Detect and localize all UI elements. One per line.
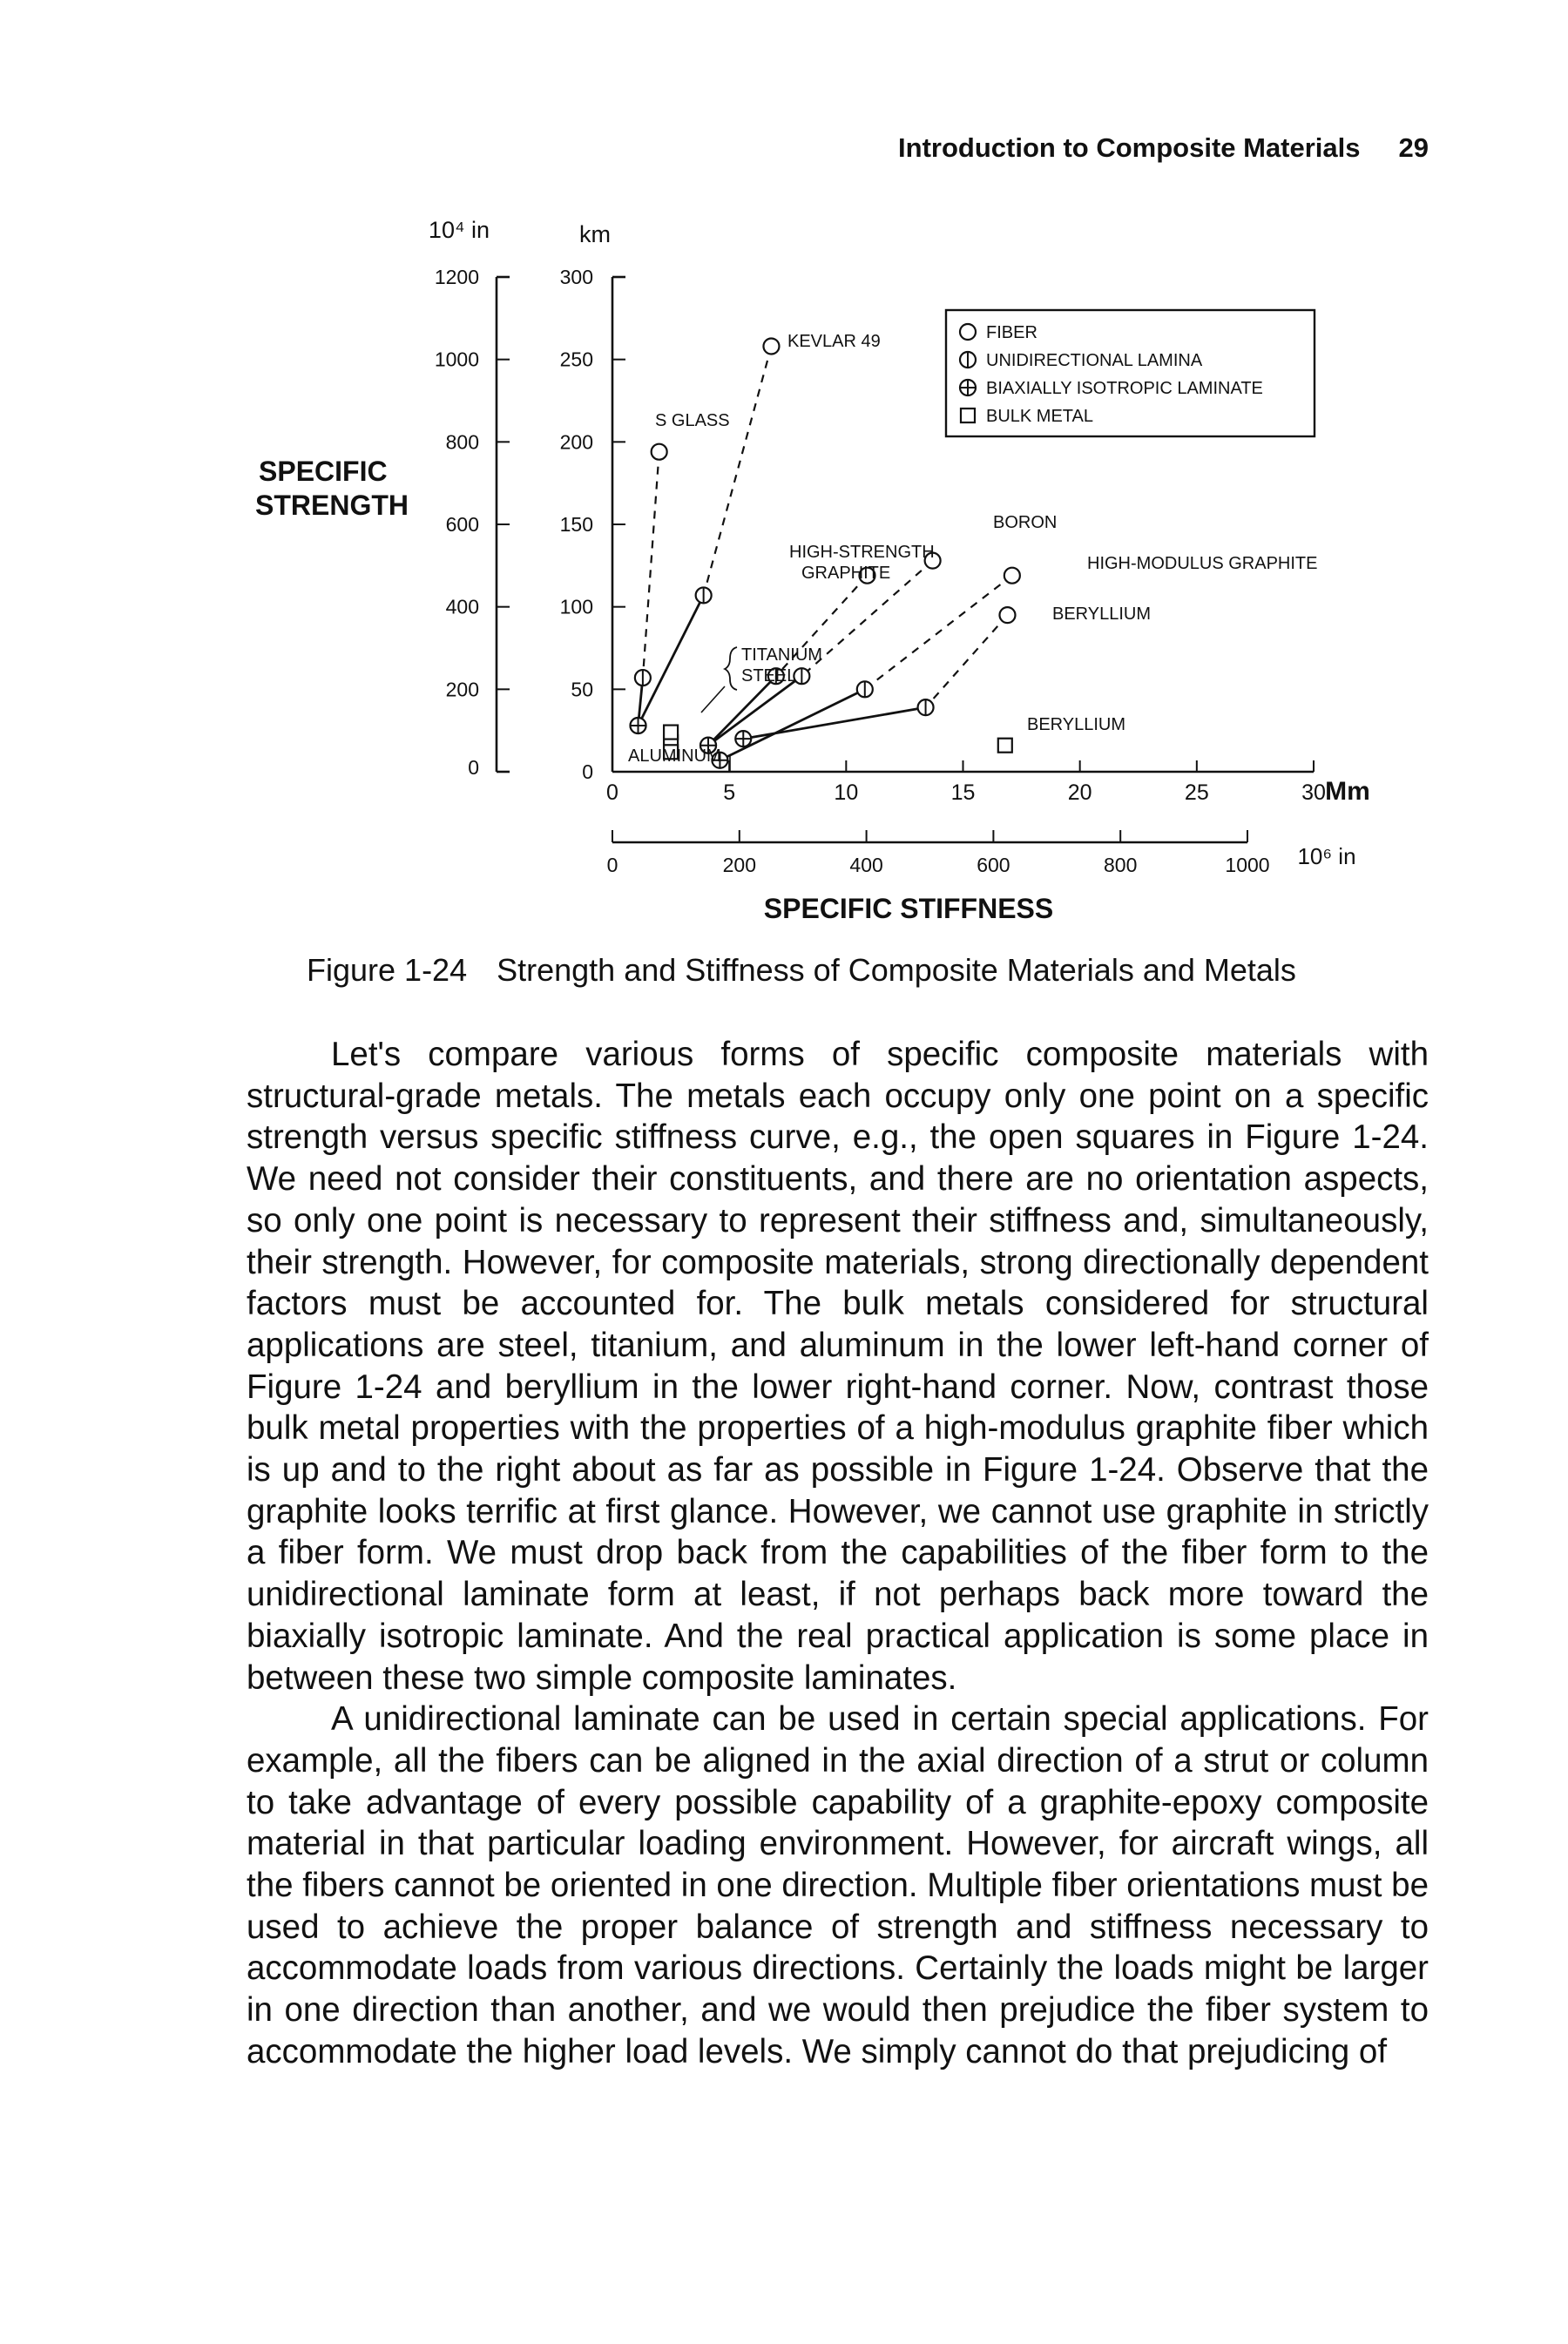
- data-point-biaxial: [735, 731, 751, 746]
- figure-label: Figure 1-24: [307, 952, 468, 988]
- label-kevlar-49: KEVLAR 49: [787, 332, 881, 351]
- data-point-fiber: [652, 444, 667, 460]
- legend-label: BULK METAL: [986, 407, 1093, 426]
- series-line-segment: [708, 676, 801, 746]
- titanium-steel-brace: [725, 647, 737, 690]
- label-high-strength-graphite-line-2: GRAPHITE: [801, 564, 891, 583]
- label-beryllium-composite: BERYLLIUM: [1052, 605, 1152, 624]
- y2-tick-label: 1200: [434, 266, 479, 288]
- y-primary-unit: km: [579, 221, 611, 247]
- y-tick-label: 100: [559, 595, 593, 618]
- x-secondary-unit: 10⁶ in: [1297, 843, 1356, 869]
- legend: [946, 310, 1315, 436]
- x-tick-label: 30: [1301, 780, 1326, 805]
- label-boron: BORON: [993, 513, 1058, 532]
- series-line-segment: [643, 452, 659, 678]
- legend-symbol: [960, 380, 976, 395]
- body-text: [247, 1034, 1429, 2073]
- y-tick-label: 250: [559, 348, 593, 371]
- y2-tick-label: 1000: [434, 348, 479, 371]
- paragraph: A unidirectional laminate can be used in certain special applications. For example, all the fibers can be aligned in the axial direction of a strut or column to take advantage of every possible capability of a graphite-epoxy composite material in that particular loading environment. However, for aircraft wings, all the fibers cannot be oriented in one direction. Multiple fiber orientations must be used to achieve the proper balance of strength and stiffness necessary to accommodate loads from various directions. Certainly the loads might be larger in one direction than another, and we would then prejudice the fiber system to accommodate the higher load levels. We simply cannot do that prejudicing of: [247, 1700, 1429, 2070]
- marker-square: [998, 739, 1012, 753]
- y-tick-label: 0: [582, 760, 593, 783]
- marker-circle: [763, 339, 779, 355]
- marker-circle: [999, 607, 1015, 623]
- marker-square: [664, 726, 678, 740]
- data-point-bulk: [664, 726, 678, 740]
- x-tick-label: 15: [950, 780, 976, 805]
- data-point-fiber: [999, 607, 1015, 623]
- x-tick-label: 5: [723, 780, 736, 805]
- legend-label: FIBER: [986, 323, 1037, 342]
- label-beryllium-bulk: BERYLLIUM: [1027, 715, 1126, 734]
- x2-tick-label: 1000: [1225, 854, 1270, 876]
- x2-tick-label: 0: [606, 854, 618, 876]
- strength-stiffness-chart: [0, 0, 1568, 993]
- data-point-unidirectional: [857, 681, 873, 697]
- y-tick-label: 150: [559, 513, 593, 536]
- legend-label: BIAXIALLY ISOTROPIC LAMINATE: [986, 379, 1263, 398]
- x2-tick-label: 600: [977, 854, 1010, 876]
- data-point-unidirectional: [635, 670, 651, 686]
- figure-caption: [307, 952, 1296, 989]
- data-point-unidirectional: [918, 699, 934, 715]
- y2-tick-label: 600: [445, 513, 479, 536]
- y-tick-label: 200: [559, 430, 593, 454]
- y-tick-label: 300: [559, 266, 593, 288]
- x-tick-label: 10: [834, 780, 859, 805]
- titanium-steel-leader: [701, 686, 725, 713]
- y-axis-title-line-1: SPECIFIC: [259, 456, 388, 487]
- data-point-bulk: [998, 739, 1012, 753]
- x2-tick-label: 800: [1104, 854, 1138, 876]
- y-tick-label: 50: [571, 678, 593, 701]
- x-axis-title: SPECIFIC STIFFNESS: [763, 893, 1054, 924]
- page-number: 29: [1398, 132, 1429, 163]
- data-point-fiber: [763, 339, 779, 355]
- data-point-fiber: [1004, 568, 1020, 584]
- x-primary-unit: Mm: [1325, 777, 1370, 806]
- marker-circle: [1004, 568, 1020, 584]
- label-aluminum: ALUMINUM: [628, 746, 721, 766]
- series-line-segment: [704, 347, 772, 596]
- x2-tick-label: 400: [849, 854, 883, 876]
- marker-circle: [652, 444, 667, 460]
- y2-tick-label: 800: [445, 430, 479, 454]
- marker-square: [961, 409, 975, 422]
- x-tick-label: 20: [1067, 780, 1092, 805]
- y2-tick-label: 200: [445, 678, 479, 701]
- legend-symbol: [961, 409, 975, 422]
- legend-label: UNIDIRECTIONAL LAMINA: [986, 351, 1203, 370]
- label-high-strength-graphite-line-1: HIGH-STRENGTH: [789, 543, 935, 562]
- series-line-segment: [720, 689, 864, 760]
- x-tick-label: 0: [606, 780, 618, 805]
- marker-circle: [960, 324, 976, 340]
- y2-tick-label: 0: [468, 756, 479, 779]
- data-point-biaxial: [631, 718, 646, 733]
- series-line-segment: [926, 615, 1008, 707]
- label-s-glass: S GLASS: [655, 411, 730, 430]
- label-titanium: TITANIUM: [741, 645, 822, 665]
- header-title: Introduction to Composite Materials: [898, 132, 1361, 163]
- y-axis-title-line-2: STRENGTH: [255, 490, 409, 521]
- y2-tick-label: 400: [445, 595, 479, 618]
- legend-symbol: [960, 352, 976, 368]
- y-secondary-unit: 10⁴ in: [428, 217, 490, 243]
- x-tick-label: 25: [1184, 780, 1209, 805]
- paragraph: Let's compare various forms of specific composite materials with structural-grade metals. The metals each occupy only one point on a specific strength versus specific stiffness curve, e.g., the open squares in Figure 1-24. We need not consider their constituents, and there are no orientation aspects, so only one point is necessary to represent their stiffness and, simultaneously, their strength. However, for composite materials, strong directionally dependent factors must be accounted for. The bulk metals considered for structural applications are steel, titanium, and aluminum in the lower left-hand corner of Figure 1-24 and beryllium in the lower right-hand corner. Now, contrast those bulk metal properties with the properties of a high-modulus graphite fiber which is up and to the right about as far as possible in Figure 1-24. Observe that the graphite looks terrific at first glance. However, we cannot use graphite in strictly a fiber form. We must drop back from the capabilities of the fiber form to the unidirectional laminate form at least, if not perhaps back more toward the biaxially isotropic laminate. And the real practical application is some place in between these two simple composite laminates.: [247, 1036, 1429, 1697]
- label-high-modulus-graphite: HIGH-MODULUS GRAPHITE: [1087, 554, 1318, 573]
- data-point-unidirectional: [696, 587, 712, 603]
- series-line-segment: [865, 576, 1012, 690]
- x2-tick-label: 200: [722, 854, 756, 876]
- label-steel: STEEL: [741, 666, 797, 686]
- legend-symbol: [960, 324, 976, 340]
- figure-caption-text: Strength and Stiffness of Composite Materials and Metals: [497, 952, 1296, 988]
- series-line-segment: [743, 707, 925, 739]
